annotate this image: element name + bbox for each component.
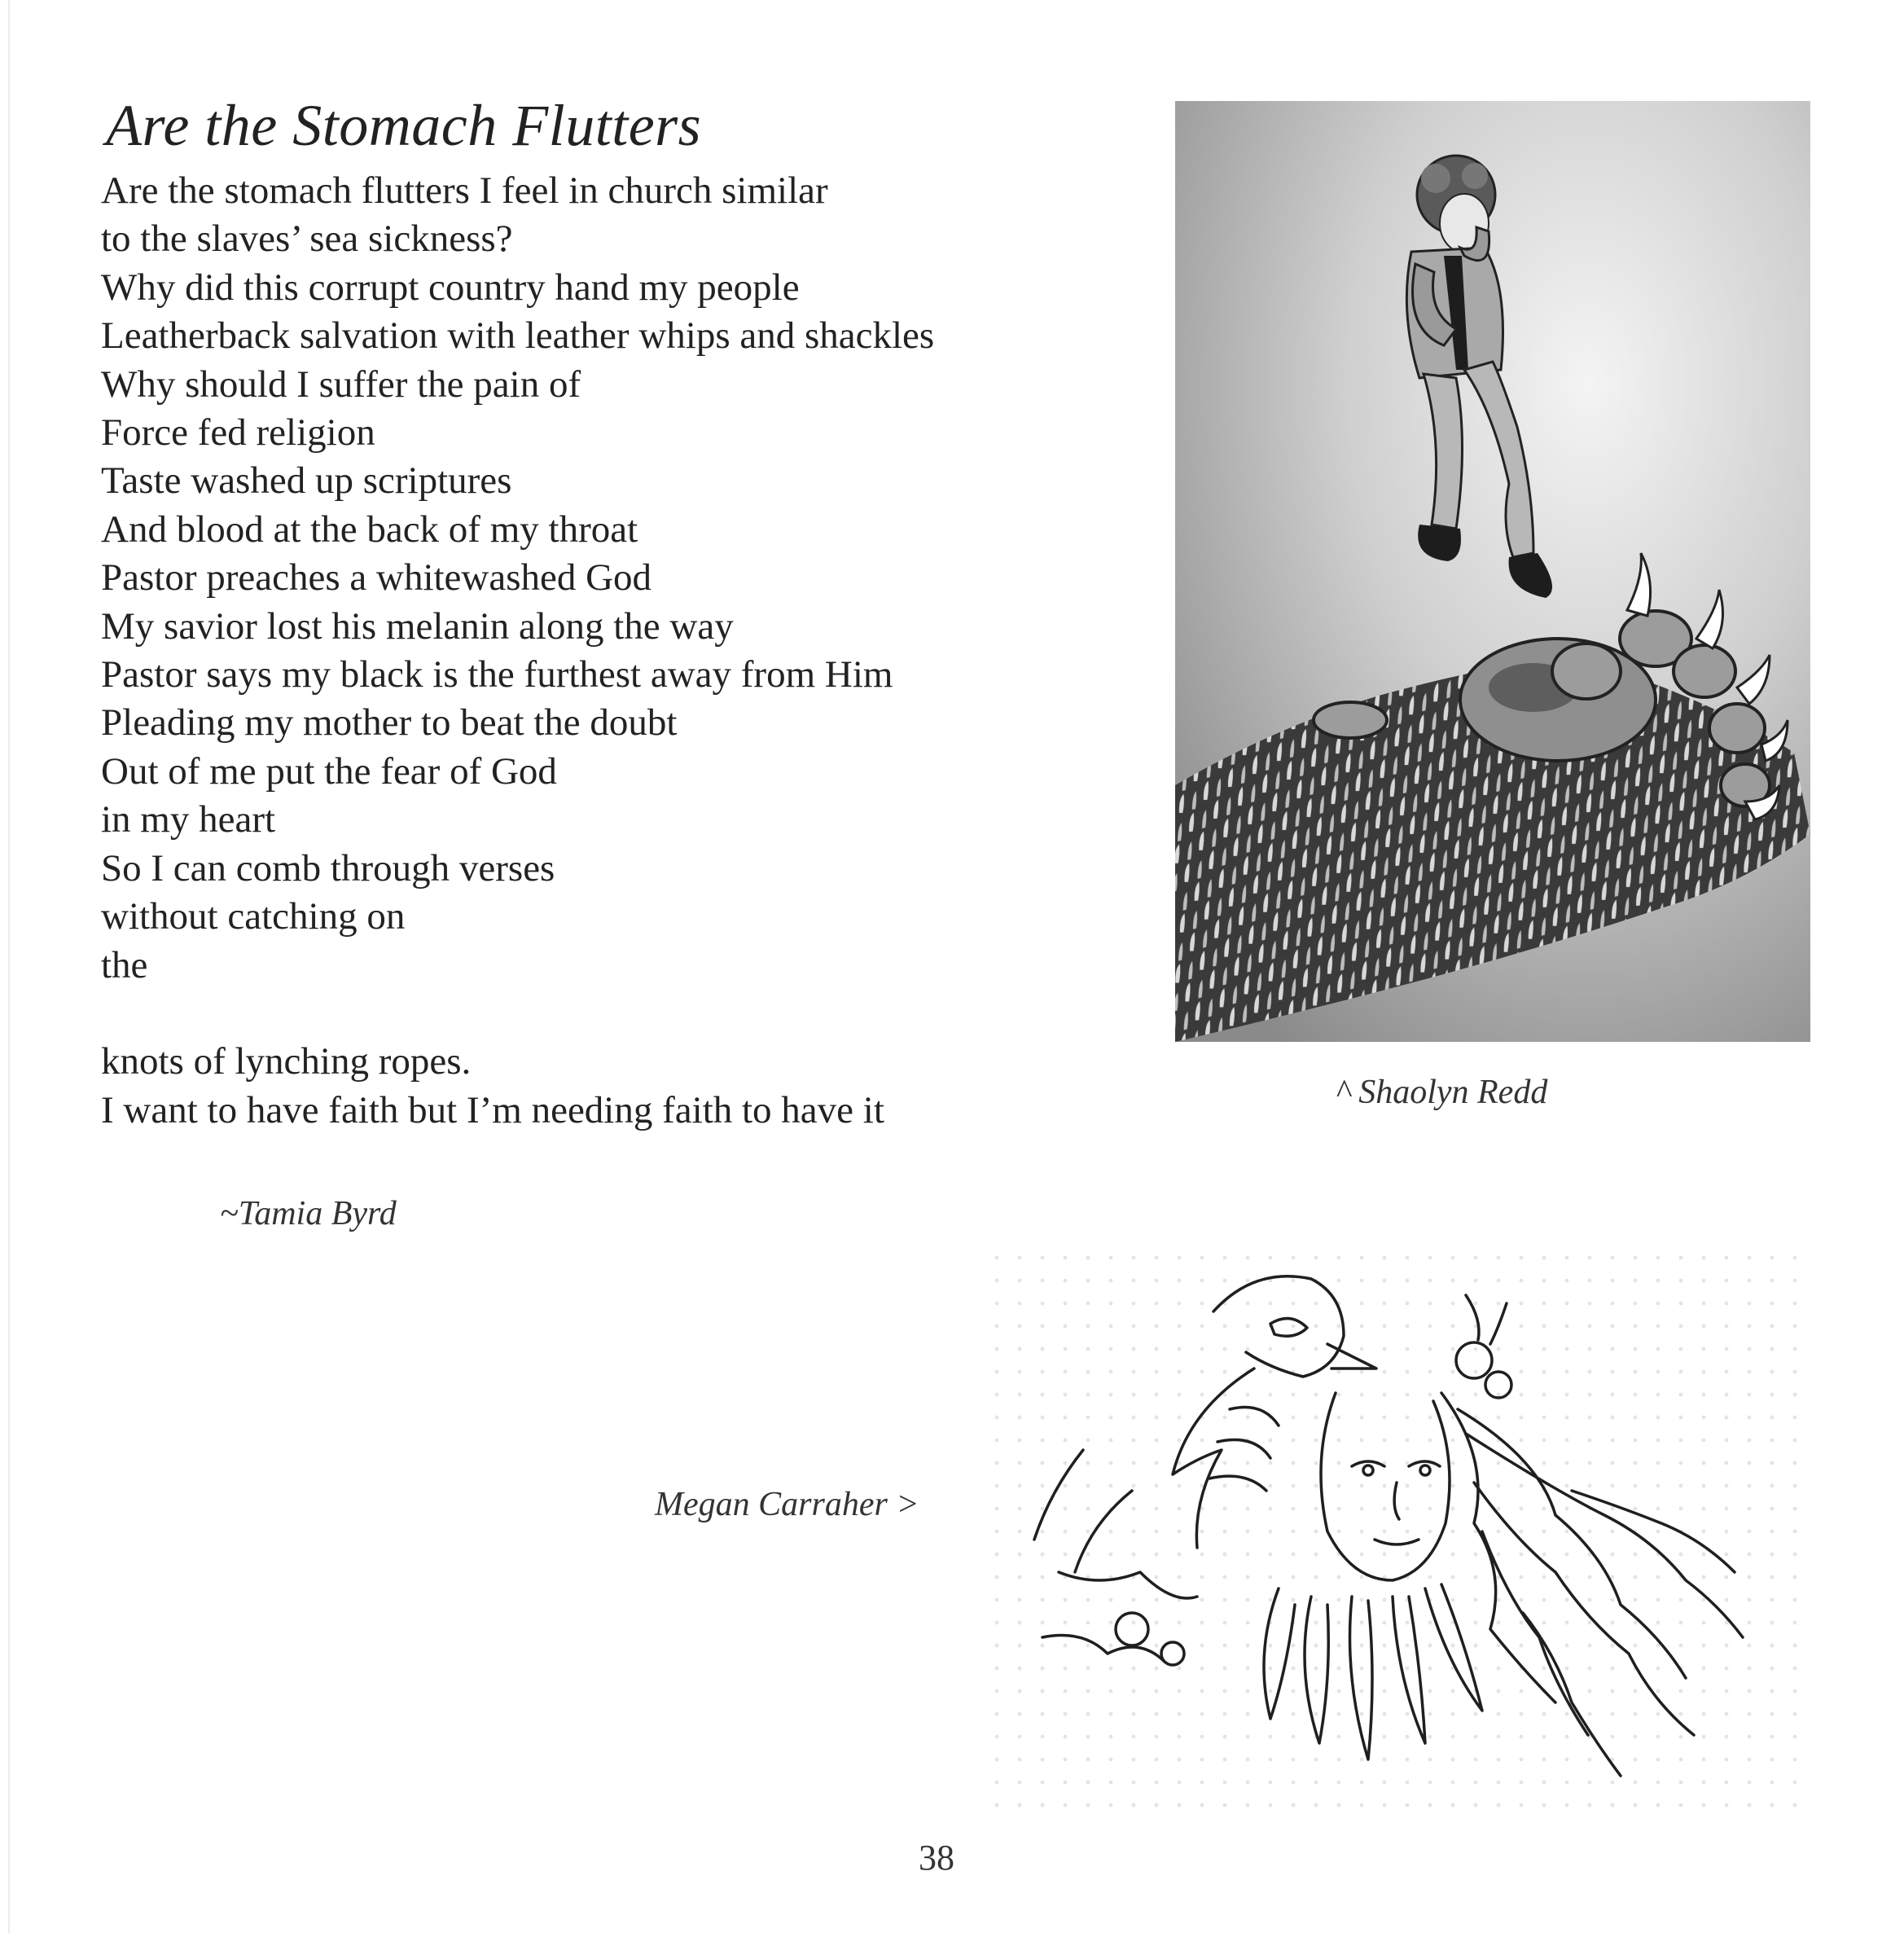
- poem-line: Out of me put the fear of God: [101, 749, 557, 793]
- poem-body: [101, 167, 934, 1135]
- poem-line: Pleading my mother to beat the doubt: [101, 701, 678, 745]
- poem-line: to the slaves’ sea sickness?: [101, 217, 513, 261]
- poem-line: Why should I suffer the pain of: [101, 362, 581, 406]
- line-drawing-woman-with-bird: [985, 1246, 1812, 1812]
- poem-line: Force fed religion: [101, 411, 375, 455]
- poem-line: without catching on: [101, 895, 406, 938]
- poem-line: knots of lynching ropes.: [101, 1040, 472, 1083]
- stanza-gap: [101, 990, 934, 1038]
- poem-line: My savior lost his melanin along the way: [101, 604, 734, 648]
- artwork-1-caption: ^ Shaolyn Redd: [1336, 1074, 1548, 1111]
- poem-line: Pastor preaches a whitewashed God: [101, 556, 652, 600]
- page-number: 38: [919, 1838, 954, 1878]
- poem-line: in my heart: [101, 798, 276, 841]
- poem-line: Are the stomach flutters I feel in church similar: [101, 169, 828, 212]
- poem-line: So I can comb through verses: [101, 846, 555, 890]
- poem-author: ~Tamia Byrd: [220, 1195, 397, 1232]
- poem-line: the: [101, 943, 148, 986]
- illustration-person-on-bear-paw: [1175, 101, 1810, 1042]
- poem-line: Why did this corrupt country hand my people: [101, 266, 800, 309]
- poem-line: And blood at the back of my throat: [101, 507, 638, 551]
- poem-line: Taste washed up scriptures: [101, 459, 512, 503]
- poem-line: Leatherback salvation with leather whips and shackles: [101, 314, 935, 358]
- poem-line: Pastor says my black is the furthest away from Him: [101, 653, 893, 696]
- page-edge: [8, 0, 10, 1933]
- poem-title: Are the Stomach Flutters: [106, 93, 702, 158]
- poem-line: I want to have faith but I’m needing faith to have it: [101, 1088, 884, 1131]
- artwork-2-caption: Megan Carraher >: [655, 1486, 919, 1523]
